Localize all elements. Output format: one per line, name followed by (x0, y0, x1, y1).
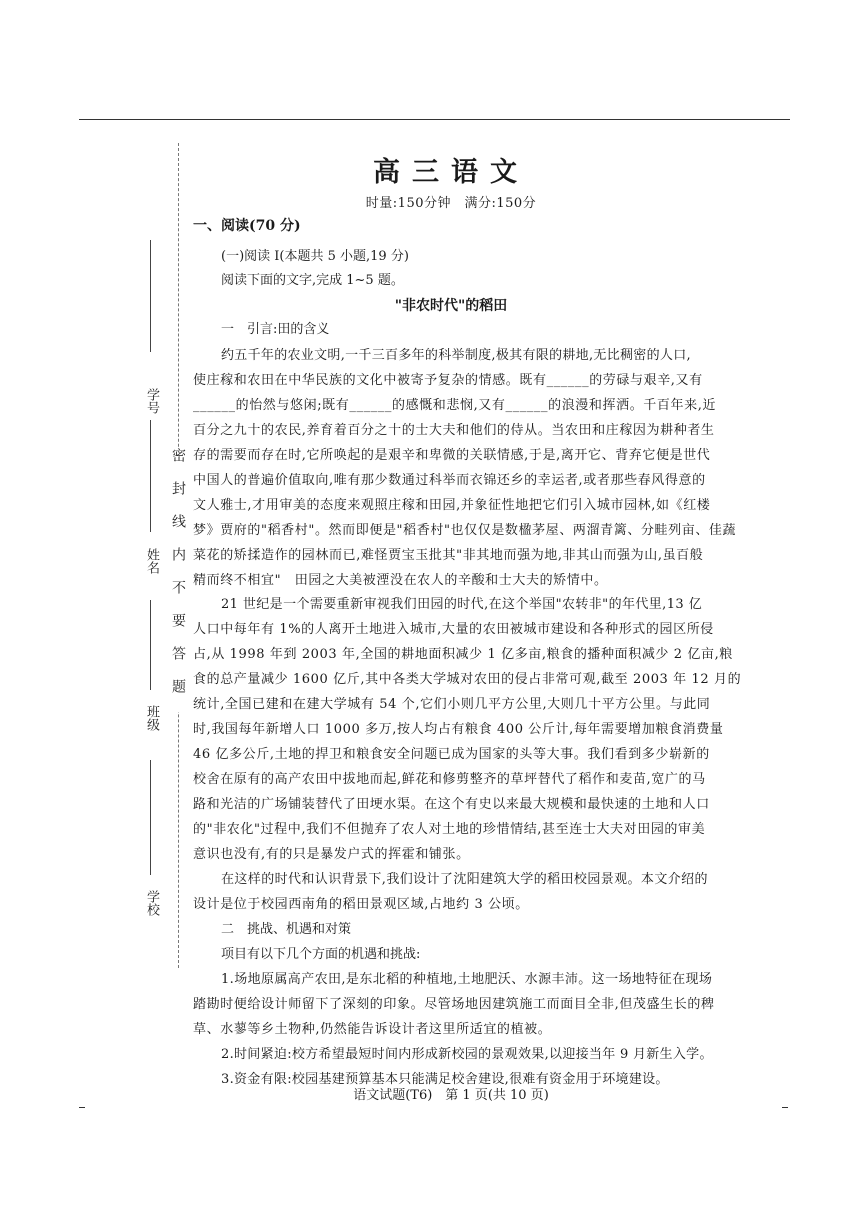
text-line: 草、水蓼等乡土物种,仍然能告诉设计者这里所适宜的植被。 (193, 1022, 552, 1037)
text-line: 梦》贾府的"稻香村"。然而即便是"稻香村"也仅仅是数楹茅屋、两溜青篱、分畦列亩、佳蔬 (193, 523, 737, 538)
text-line: 统计,全国已建和在建大学城有 54 个,它们小则几平方公里,大则几十平方公里。与此同 (193, 697, 711, 712)
page-footer: 语文试题(T6) 第 1 页(共 10 页) (353, 1088, 549, 1103)
text-line: ______的怡然与悠闲;既有______的感慨和悲悯,又有______的浪漫和挥洒。千百年来,近 (193, 398, 717, 413)
text-line: 菜花的矫揉造作的园林而已,难怪贾宝玉批其"非其地而强为地,非其山而强为山,虽百般 (193, 548, 704, 563)
school-label: 学校 (144, 890, 159, 916)
text-line: 46 亿多公斤,土地的捍卫和粮食安全问题已成为国家的头等大事。我们看到多少崭新的 (193, 747, 710, 762)
student-id-field[interactable] (150, 240, 151, 352)
text-line: 占,从 1998 年到 2003 年,全国的耕地面积减少 1 亿多亩,粮食的播种面积减少 2 亿亩,粮 (193, 647, 733, 662)
text-line: 文人雅士,才用审美的态度来观照庄稼和田园,并象征性地把它们引入城市园林,如《红楼 (193, 498, 711, 513)
text-line: 项目有以下几个方面的机遇和挑战: (221, 947, 421, 962)
text-line: 百分之九十的农民,养育着百分之十的士大夫和他们的侍从。当农田和庄稼因为耕种者生 (193, 423, 715, 438)
reading-subsection: (一)阅读 Ⅰ(本题共 5 小题,19 分) (221, 249, 409, 264)
text-line: 人口中每年有 1%的人离开土地进入城市,大量的农田被城市建设和各种形式的园区所侵 (193, 622, 714, 637)
top-rule (79, 119, 790, 120)
crop-mark-left (79, 1107, 85, 1108)
text-line: 3.资金有限:校园基建预算基本只能满足校舍建设,很难有资金用于环境建设。 (221, 1072, 669, 1087)
text-line: 的"非农化"过程中,我们不但抛弃了农人对土地的珍惜情结,甚至连士大夫对田园的审美 (193, 822, 706, 837)
crop-mark-right (782, 1107, 788, 1108)
text-line: 精而终不相宜" 田园之大美被湮没在农人的辛酸和士大夫的矫情中。 (193, 573, 608, 588)
text-line: 中国人的普遍价值取向,唯有那少数通过科举而衣锦还乡的幸运者,或者那些春风得意的 (193, 473, 706, 488)
instruction: 阅读下面的文字,完成 1~5 题。 (221, 273, 404, 288)
text-line: 食的总产量减少 1600 亿斤,其中各类大学城对农田的侵占非常可观,截至 2003 年 12 月的 (193, 672, 742, 687)
text-line: 设计是位于校园西南角的稻田景观区域,占地约 3 公顷。 (193, 897, 529, 912)
binding-notice: 密封线内不要答题 (170, 448, 186, 712)
exam-title: 高三语文 (373, 157, 529, 188)
student-id-label: 学号 (144, 388, 159, 414)
class-label: 班级 (144, 705, 159, 731)
text-line: 时,我国每年新增人口 1000 多万,按人均占有粮食 400 公斤计,每年需要增加粮食消费量 (193, 722, 724, 737)
text-line: 存的需要而存在时,它所唤起的是艰辛和卑微的关联情感,于是,离开它、背弃它便是世代 (193, 448, 711, 463)
text-line: 使庄稼和农田在中华民族的文化中被寄予复杂的情感。既有______的劳碌与艰辛,又有 (193, 373, 703, 388)
class-field[interactable] (150, 600, 151, 690)
heading-challenges: 二 挑战、机遇和对策 (221, 922, 352, 937)
article-title: "非农时代"的稻田 (394, 298, 508, 314)
exam-time-score: 时量:150分钟 满分:150分 (365, 196, 537, 211)
name-field[interactable] (150, 420, 151, 532)
text-line: 校舍在原有的高产农田中拔地而起,鲜花和修剪整齐的草坪替代了稻作和麦苗,宽广的马 (193, 772, 706, 787)
section-heading: 一、阅读(70 分) (193, 218, 301, 234)
school-field[interactable] (150, 760, 151, 875)
text-line: 路和光洁的广场铺装替代了田埂水渠。在这个有史以来最大规模和最快速的土地和人口 (193, 797, 710, 812)
text-line: 在这样的时代和认识背景下,我们设计了沈阳建筑大学的稻田校园景观。本文介绍的 (221, 872, 708, 887)
text-line: 21 世纪是一个需要重新审视我们田园的时代,在这个举国"农转非"的年代里,13 亿 (221, 597, 702, 612)
text-line: 踏勘时便给设计师留下了深刻的印象。尽管场地因建筑施工而面目全非,但茂盛生长的稗 (193, 997, 715, 1012)
name-label: 姓名 (144, 548, 159, 574)
heading-intro: 一 引言:田的含义 (221, 322, 330, 337)
text-line: 2.时间紧迫:校方希望最短时间内形成新校园的景观效果,以迎接当年 9 月新生入学。 (221, 1047, 713, 1062)
text-line: 意识也没有,有的只是暴发户式的挥霍和铺张。 (193, 847, 470, 862)
text-line: 约五千年的农业文明,一千三百多年的科举制度,极其有限的耕地,无比稠密的人口, (221, 348, 691, 363)
text-line: 1.场地原属高产农田,是东北稻的种植地,土地肥沃、水源丰沛。这一场地特征在现场 (221, 972, 713, 987)
